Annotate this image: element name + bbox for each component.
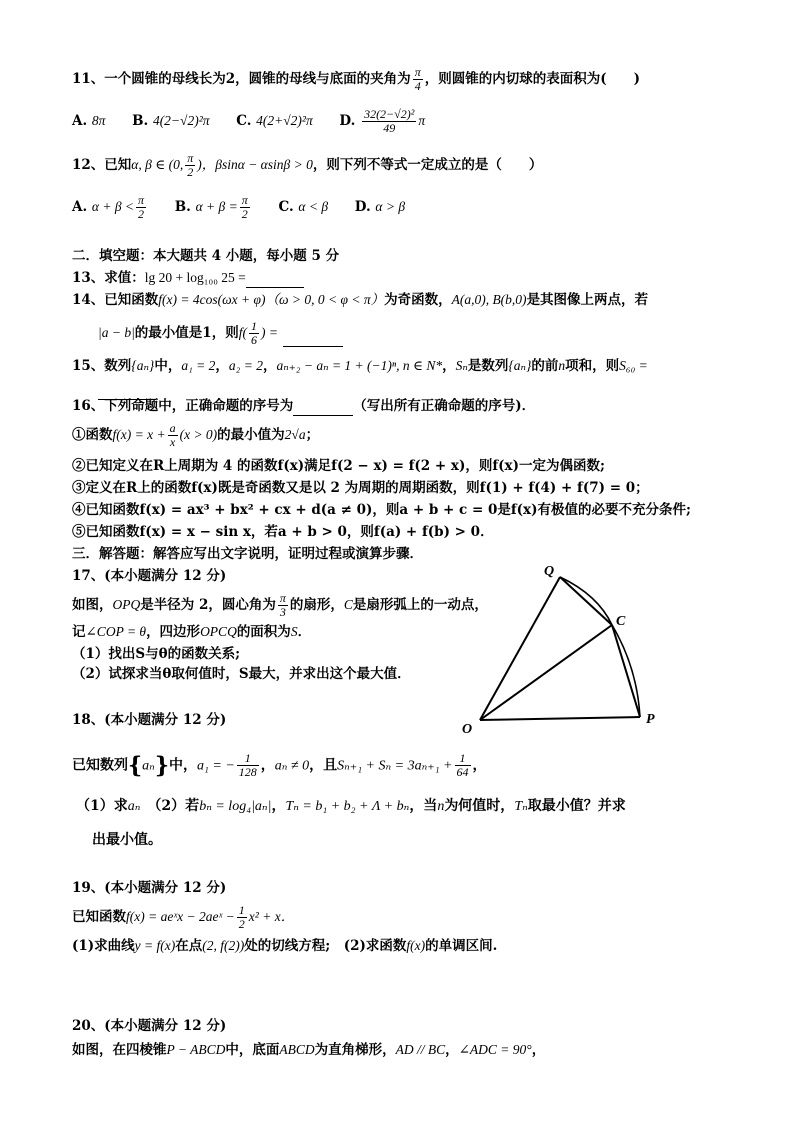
q11-option-c: [236, 111, 313, 131]
q15-mid1: 中，: [154, 358, 182, 374]
q20-l1-mid: 中，底面: [225, 1042, 280, 1058]
q14-mid: 为奇函数，: [384, 292, 452, 308]
q17-l2-s: S: [290, 624, 298, 639]
q18-l1-relation: Sₙ₊₁ + Sₙ = 3aₙ₊₁ +: [337, 758, 453, 774]
q14-f: f(: [238, 325, 247, 340]
q11-option-b: [132, 111, 209, 131]
q14-line-1: [72, 290, 734, 310]
q17-l1-den: 3: [278, 605, 288, 619]
q16-answer-blank: [293, 401, 353, 416]
q15-n: n: [558, 358, 566, 373]
q15-stem: [72, 356, 734, 376]
q20-l1-base: ABCD: [279, 1042, 315, 1057]
q12-set: α, β ∈ (0,: [131, 157, 184, 172]
q19-l1-fraction: [237, 904, 247, 931]
q11-angle-fraction: [413, 66, 423, 93]
q13-prefix: 13、求值：: [72, 270, 145, 286]
q12-set-fraction: [185, 152, 195, 179]
q19-line-2: [72, 936, 734, 956]
q18-l2-n: n: [437, 799, 445, 814]
q14-line-2: [98, 320, 734, 347]
q11-option-a-label: A.: [72, 113, 88, 129]
q20-l1-pyramid: P − ABCD: [166, 1042, 226, 1057]
q16-head-tail: （写出所有正确命题的序号)．: [353, 398, 536, 414]
q11-option-a-text: 8π: [91, 113, 106, 128]
q15-a1: a₁ = 2: [181, 358, 216, 373]
q15-prefix: 15、数列: [72, 358, 132, 374]
q14-mid-2: 的最小值是1，则: [134, 325, 239, 341]
q18-l1-fraction: [237, 752, 259, 779]
q11-option-c-text: 4(2+√2)²π: [256, 113, 313, 128]
q14-answer-blank: [283, 332, 343, 347]
q12-option-b-den: 2: [240, 207, 250, 221]
q15-seq2: {aₙ}: [508, 358, 532, 373]
q12-set-num: π: [187, 151, 194, 165]
q15-recurrence: aₙ₊₂ − aₙ = 1 + (−1)ⁿ, n ∈ N*: [276, 358, 443, 373]
q19-l1-prefix: 已知函数: [72, 909, 126, 925]
q17-l1-mid: 是半径为 2，圆心角为: [140, 597, 276, 613]
segment-qc: [560, 577, 612, 625]
q11-option-a: [72, 111, 105, 131]
q15-seq: {aₙ}: [131, 358, 155, 373]
q14-cond: （ω > 0, 0 < φ < π）: [265, 292, 385, 307]
q18-l1-num2: 1: [459, 751, 466, 765]
q14-func: f(x) = 4cos(ωx + φ): [158, 292, 266, 307]
q18-l1-fraction-2: [455, 752, 471, 779]
q14-eq: ) =: [260, 325, 278, 340]
q20-l1-angle: ∠ADC = 90°: [458, 1042, 532, 1057]
q14-prefix: 14、已知函数: [72, 292, 159, 308]
q18-l1-mid3: ，且: [309, 757, 338, 774]
q20-l1-mid3: ，: [445, 1042, 459, 1058]
q19-l2-f: f(x): [406, 938, 426, 953]
q11-option-d-tail: π: [418, 113, 426, 128]
q18-brace-close: }: [154, 752, 169, 779]
q17-l1-c: C: [343, 597, 353, 612]
q15-sep: ，: [215, 358, 229, 374]
q17-l2-prefix: 记: [72, 624, 86, 640]
q16-p1-tail: ；: [305, 427, 320, 443]
label-p: P: [646, 712, 655, 727]
q18-l1-tail: ，: [472, 757, 487, 774]
q12-option-a-fraction: [136, 194, 146, 221]
q18-l2-p5: 为何值时，: [444, 798, 515, 814]
q12-prefix: 12、已知: [72, 157, 132, 173]
q15-a2: a₂ = 2: [228, 358, 263, 373]
q19-head: 19、(本小题满分 12 分): [72, 880, 227, 896]
q19-l2-p1: (1)求曲线: [72, 938, 135, 954]
q18-l2-bn: bₙ = log₄|aₙ|: [199, 799, 272, 814]
q15-s60: S₆₀ =: [619, 358, 648, 373]
q18-head: 18、(本小题满分 12 分): [72, 712, 227, 728]
q19-l2-p4: 的单调区间.: [425, 938, 498, 954]
label-o: O: [462, 722, 473, 737]
q17-l1-num: π: [279, 591, 286, 605]
q18-l1-den: 128: [238, 765, 257, 779]
q11-options: [72, 108, 734, 135]
q16-proposition-2: ②已知定义在R上周期为 4 的函数f(x)满足f(2 − x) = f(2 + x)，则f(x)一定为偶函数;: [72, 458, 605, 474]
q12-option-a-label: A.: [72, 199, 88, 215]
q15-mid2: ，: [442, 358, 456, 374]
q18-l1-seq: aₙ: [142, 758, 155, 774]
q12-option-b: [175, 194, 252, 221]
q11-option-b-text: 4(2−√2)²π: [152, 113, 210, 128]
segment-oc: [480, 625, 612, 720]
q19-l2-curve: y = f(x): [134, 938, 176, 953]
q18-line-1: [72, 752, 734, 779]
q20-l1-prefix: 如图，在四棱锥: [72, 1042, 167, 1058]
q14-num: 1: [250, 319, 257, 333]
q14-den: 6: [250, 333, 257, 347]
q18-l1-an: aₙ ≠ 0: [274, 758, 310, 774]
q11-option-c-label: C.: [236, 113, 252, 129]
q11-option-d: [339, 108, 425, 135]
q20-l1-mid2: 为直角梯形，: [314, 1042, 396, 1058]
label-q: Q: [544, 564, 555, 579]
q11-suffix: ，则圆锥的内切球的表面积为( ): [424, 71, 640, 87]
q15-mid4: 的前: [531, 358, 559, 374]
q17-l2-mid2: 的面积为: [236, 624, 291, 640]
q12-option-a-text: α + β <: [91, 199, 135, 214]
q12-option-a-den: 2: [136, 207, 146, 221]
q15-sn: Sₙ: [455, 358, 468, 373]
q18-l2-t: Tₙ: [514, 799, 528, 814]
q16-p1-fraction: [168, 422, 178, 449]
q14-abs: |a − b|: [98, 325, 135, 340]
q17-l1-fraction: [278, 592, 288, 619]
q12-option-b-label: B.: [174, 199, 191, 215]
q11-option-b-label: B.: [132, 113, 149, 129]
q12-set-den: 2: [185, 165, 195, 179]
q19-l1-tail: x² + x．: [248, 909, 295, 924]
q16-proposition-3: ③定义在R上的函数f(x)既是奇函数又是以 2 为周期的周期函数，则f(1) + f(4) + f(7) = 0；: [72, 480, 649, 496]
q19-l2-point: (2, f(2)): [202, 938, 245, 953]
q18-l2-p2: （2）若: [140, 798, 200, 814]
q13-expr: lg 20 + log₁₀₀ 25 =: [144, 270, 246, 285]
q18-l1-prefix: 已知数列: [72, 757, 128, 774]
q17-l2-angle: ∠COP = θ: [85, 624, 147, 639]
segment-oq: [480, 577, 560, 720]
q11-option-d-label: D.: [339, 113, 356, 129]
q17-l2-tail: ．: [297, 624, 312, 640]
q16-head: [72, 396, 734, 416]
q12-option-b-num: π: [241, 193, 248, 207]
q20-l1-tail: ，: [531, 1042, 546, 1058]
q11-angle-den: 4: [413, 79, 423, 93]
q14-points: A(a,0), B(b,0): [451, 292, 527, 307]
q11-prefix: 11、一个圆锥的母线长为2，圆锥的母线与底面的夹角为: [72, 71, 411, 87]
label-c: C: [616, 614, 626, 629]
q12-option-c: [278, 197, 328, 217]
q18-l2-p1: （1）求: [76, 798, 128, 814]
q16-p1-cond: (x > 0): [179, 427, 218, 442]
q16-p1-func: f(x) = x +: [112, 427, 166, 442]
q19-line-1: [72, 904, 734, 931]
q12-option-d-label: D.: [354, 199, 371, 215]
q17-l1-prefix: 如图，: [72, 597, 113, 613]
q16-p1-num: a: [169, 421, 176, 435]
q18-l1-mid2: ，: [260, 757, 275, 774]
q20-line-1: [72, 1040, 734, 1060]
q18-l1-num: 1: [244, 751, 251, 765]
q17-head: 17、(本小题满分 12 分): [72, 568, 227, 584]
q18-l2-an: aₙ: [127, 799, 141, 814]
q18-l2-p6: 取最小值？并求: [527, 798, 626, 814]
q19-l1-den: 2: [238, 917, 245, 931]
q15-sep-2: ，: [262, 358, 277, 374]
q14-fraction: [249, 320, 259, 347]
q12-option-d-text: α > β: [375, 199, 406, 214]
q12-option-a-num: π: [138, 193, 145, 207]
q16-p1-mid: 的最小值为: [217, 427, 285, 443]
q17-l2-mid: ，四边形: [146, 624, 201, 640]
segment-cp: [612, 625, 640, 717]
q16-p1-val: 2√a: [284, 427, 306, 442]
q17-part-2: （2）试探求当θ取何值时，S最大，并求出这个最大值．: [72, 666, 411, 682]
q17-l1-opq: OPQ: [112, 597, 141, 612]
q12-option-a: [72, 194, 148, 221]
q17-l2-quad: OPCQ: [200, 624, 237, 639]
q18-brace-open: {: [128, 752, 143, 779]
q20-head: 20、(本小题满分 12 分): [72, 1018, 227, 1034]
section-fill-in-heading: 二．填空题：本大题共 4 小题，每小题 5 分: [72, 248, 340, 264]
q15-mid5: 项和，则: [565, 358, 620, 374]
q17-l1-tail1: 的扇形，: [289, 597, 344, 613]
q18-line-2: [76, 796, 734, 817]
q13-stem: [72, 268, 734, 288]
q12-set-close: ): [197, 157, 202, 172]
q19-l1-func: f(x) = aeˣx − 2aeˣ −: [126, 909, 235, 924]
q18-l1-a1: a₁ = −: [197, 758, 235, 774]
q14-suffix: 是其图像上两点，若: [526, 292, 649, 308]
q11-angle-num: π: [414, 65, 421, 79]
q12-option-c-label: C.: [278, 199, 294, 215]
q12-option-b-fraction: [240, 194, 250, 221]
q18-l2-p4: ，当: [409, 798, 438, 814]
sector-arc: [560, 577, 640, 717]
q17-part-1: （1）找出S与θ的函数关系;: [72, 646, 241, 662]
q18-l2-tn: Tₙ = b₁ + b₂ + Λ + bₙ: [285, 799, 410, 814]
q12-stem: [72, 152, 734, 179]
q12-suffix: ，则下列不等式一定成立的是（ ）: [312, 157, 543, 173]
q19-l2-p2: 在点: [175, 938, 203, 954]
q16-proposition-1: [72, 422, 734, 449]
q11-option-d-den: 49: [362, 121, 416, 135]
q12-options: [72, 194, 734, 221]
q13-answer-blank: [246, 273, 304, 288]
q11-stem: [72, 66, 734, 93]
q15-mid3: 是数列: [467, 358, 509, 374]
q12-condition: ，βsinα − αsinβ > 0: [201, 157, 313, 172]
q11-option-d-num: 32(2−√2)²: [364, 107, 415, 121]
q18-line-3: 出最小值。: [92, 832, 162, 848]
q19-l1-num: 1: [238, 903, 245, 917]
q11-option-d-fraction: [362, 108, 416, 135]
q12-option-c-text: α < β: [298, 199, 329, 214]
q16-proposition-4: ④已知函数f(x) = ax³ + bx² + cx + d(a ≠ 0)，则a + b + c = 0是f(x)有极值的必要不充分条件;: [72, 502, 691, 518]
q18-l1-den2: 64: [456, 765, 469, 779]
q17-l1-tail2: 是扇形弧上的一动点，: [352, 597, 488, 613]
q18-l1-mid: 中，: [169, 757, 197, 774]
q12-option-d: [355, 197, 405, 217]
q18-l2-p3: ，: [271, 798, 286, 814]
q20-l1-parallel: AD // BC: [395, 1042, 446, 1057]
q12-option-b-text: α + β =: [195, 199, 238, 214]
q16-p1-prefix: ①函数: [72, 427, 113, 443]
q16-head-text: 16、下列命题中，正确命题的序号为: [72, 398, 294, 414]
q19-l2-p3: 处的切线方程; (2)求函数: [244, 938, 407, 954]
q16-proposition-5: ⑤已知函数f(x) = x − sin x，若a + b > 0，则f(a) + f(b) > 0．: [72, 524, 494, 540]
section-solutions-heading: 三．解答题：解答应写出文字说明，证明过程或演算步骤．: [72, 546, 423, 562]
q16-p1-den: x: [168, 435, 178, 449]
